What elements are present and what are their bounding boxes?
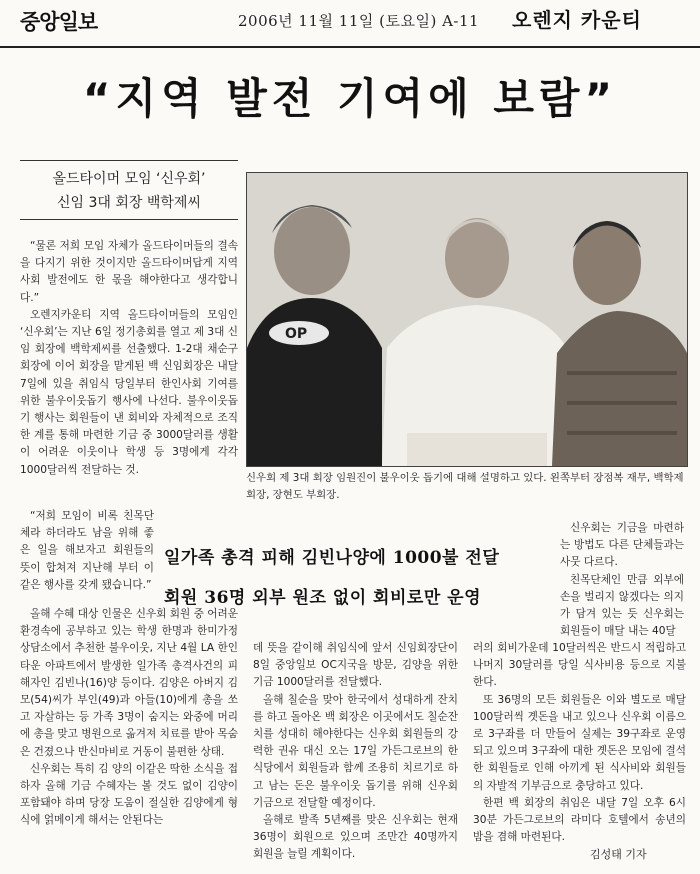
paragraph: 올해 수혜 대상 인물은 신우회 회원 중 어려운 환경속에 공부하고 있는 학생 한명과 한미가정상담소에서 추천한 불우이웃, 지난 4월 LA 한인타운 아파트에서 발생한 일가족 총격사건의 피해자인 김빈나(16)양 등이다. 김양은 아버지 김모(54)씨가 부인(49)과 아들(10)에게 총을 쏘고 자살하는 등 가족 3명이 숨지는 와중에 머리에 총을 맞고 병원으로 옮겨져 치료를 받아 목숨은 건졌으나 반신마비로 거동이 불편한 상태. <box>20 608 239 758</box>
paragraph: “저희 모임이 비록 친목단체라 하더라도 남을 위해 좋은 일을 해보자고 회원들의 뜻이 합쳐져 지난해 부터 이같은 행사를 갖게 됐습니다.” <box>20 510 154 591</box>
article-column-1-bottom <box>20 606 238 830</box>
article-column-3-top <box>560 520 684 640</box>
paragraph: 올해로 발족 5년째를 맞은 신우회는 현재 36명이 회원으로 있으며 조만간 40명까지 회원을 늘릴 계획이다. <box>253 814 458 861</box>
paragraph: 오렌지카운티 지역 올드타이머들의 모임인 ‘신우회’는 지난 6일 정기총회를 열고 제 3대 신임 회장에 백학제씨를 선출했다. 1-2대 채순구 회장에 이어 회장을 맡게된 백 신임회장은 내달 7일에 있을 취임식 당일부터 한인사회 기여를 위한 불우이웃돕기 행사에 나선다. 불우이웃돕기 행사는 회원들이 낸 회비와 자체적으로 조직한 계를 통해 마련한 기금 중 3000달러를 생활이 어려운 이웃이나 학생 등 3명에게 각각 1000달러씩 전달하는 것. <box>20 308 238 476</box>
paragraph: 친목단체인 만큼 외부에 손을 벌리지 않겠다는 의지가 담겨 있는 듯 신우회는 회원들이 매달 내는 40달 <box>560 573 684 638</box>
paragraph: 또 36명의 모든 회원들은 이와 별도로 매달 100달러씩 곗돈을 내고 있으나 신우회 이름으로 3구좌를 더 만들어 실제는 39구좌로 운영되고 있으며 3구좌에 대한 곗돈은 모임에 결석한 회원들로 인해 아끼게 된 식사비와 회원들의 자발적 기부금으로 충당하고 있다. <box>473 693 686 792</box>
group-photo <box>246 172 688 467</box>
shirt-logo: OP <box>285 326 308 342</box>
byline: 김성태 기자 <box>590 848 647 861</box>
paragraph: 러의 회비가운데 10달러씩은 반드시 적립하고 나머지 30달러를 당일 식사비용 등으로 지불한다. <box>473 642 686 689</box>
sub-headline-line-2: 회원 36명 외부 원조 없이 회비로만 운영 <box>164 588 481 608</box>
paragraph: 한편 백 회장의 취임은 내달 7일 오후 6시30분 가든그로브의 라미다 호텔에서 송년의 밤을 겸해 마련된다. <box>473 796 686 844</box>
section-title: 오렌지 카운티 <box>512 8 642 32</box>
subhead-box <box>20 160 238 220</box>
headline: “지역 발전 기여에 보람” <box>82 74 618 123</box>
article-column-1 <box>20 238 238 479</box>
paragraph: 데 뜻을 같이해 취임식에 앞서 신임회장단이 8일 중앙일보 OC지국을 방문, 김양을 위한 기금 1000달러를 전달했다. <box>253 642 458 689</box>
paragraph: 신우회는 기금을 마련하는 방법도 다른 단체들과는 사뭇 다르다. <box>560 522 684 569</box>
subhead-line-2: 신임 3대 회장 백학제씨 <box>57 195 201 211</box>
sub-headline-line-1: 일가족 총격 피해 김빈나양에 1000불 전달 <box>164 548 500 568</box>
dateline: 2006년 11월 11일 (토요일) A-11 <box>238 12 480 30</box>
article-column-3 <box>473 640 686 846</box>
paragraph: 신우회는 특히 김 양의 이같은 딱한 소식을 접하자 올해 기금 수혜자는 볼 것도 없이 김양이 포함돼야 하며 당장 도움이 절실한 김양에게 형식에 얽메이게 해서는 안된다는 <box>20 762 238 827</box>
newspaper-logo: 중앙일보 <box>20 10 98 34</box>
photo-caption: 신우회 제 3대 회장 임원진이 불우이웃 돕기에 대해 설명하고 있다. 왼쪽부터 장점복 재무, 백학제 회장, 장현도 부회장. <box>246 472 684 501</box>
paragraph: 올해 칠순을 맞아 한국에서 성대하게 잔치를 하고 돌아온 백 회장은 이곳에서도 칠순잔치를 성대히 해야한다는 신우회 회원들의 강력한 권유 대신 오는 17일 가든그로브의 한 식당에서 회원들과 함께 조용히 치르기로 하고 남는 돈은 불우이웃 돕기를 위해 신우회 기금으로 전달할 예정이다. <box>253 693 458 809</box>
sub-headline <box>164 538 564 618</box>
subhead-line-1: 올드타이머 모임 ‘신우회’ <box>52 171 206 187</box>
article-column-2 <box>253 640 458 864</box>
paragraph: “물론 저희 모임 자체가 올드타이머들의 결속을 다지기 위한 것이지만 올드타이머답게 지역 사회 발전에도 한 몫을 해야한다고 생각합니다.” <box>20 240 238 304</box>
article-column-1-mid <box>20 508 154 594</box>
photo-illustration <box>247 173 687 466</box>
